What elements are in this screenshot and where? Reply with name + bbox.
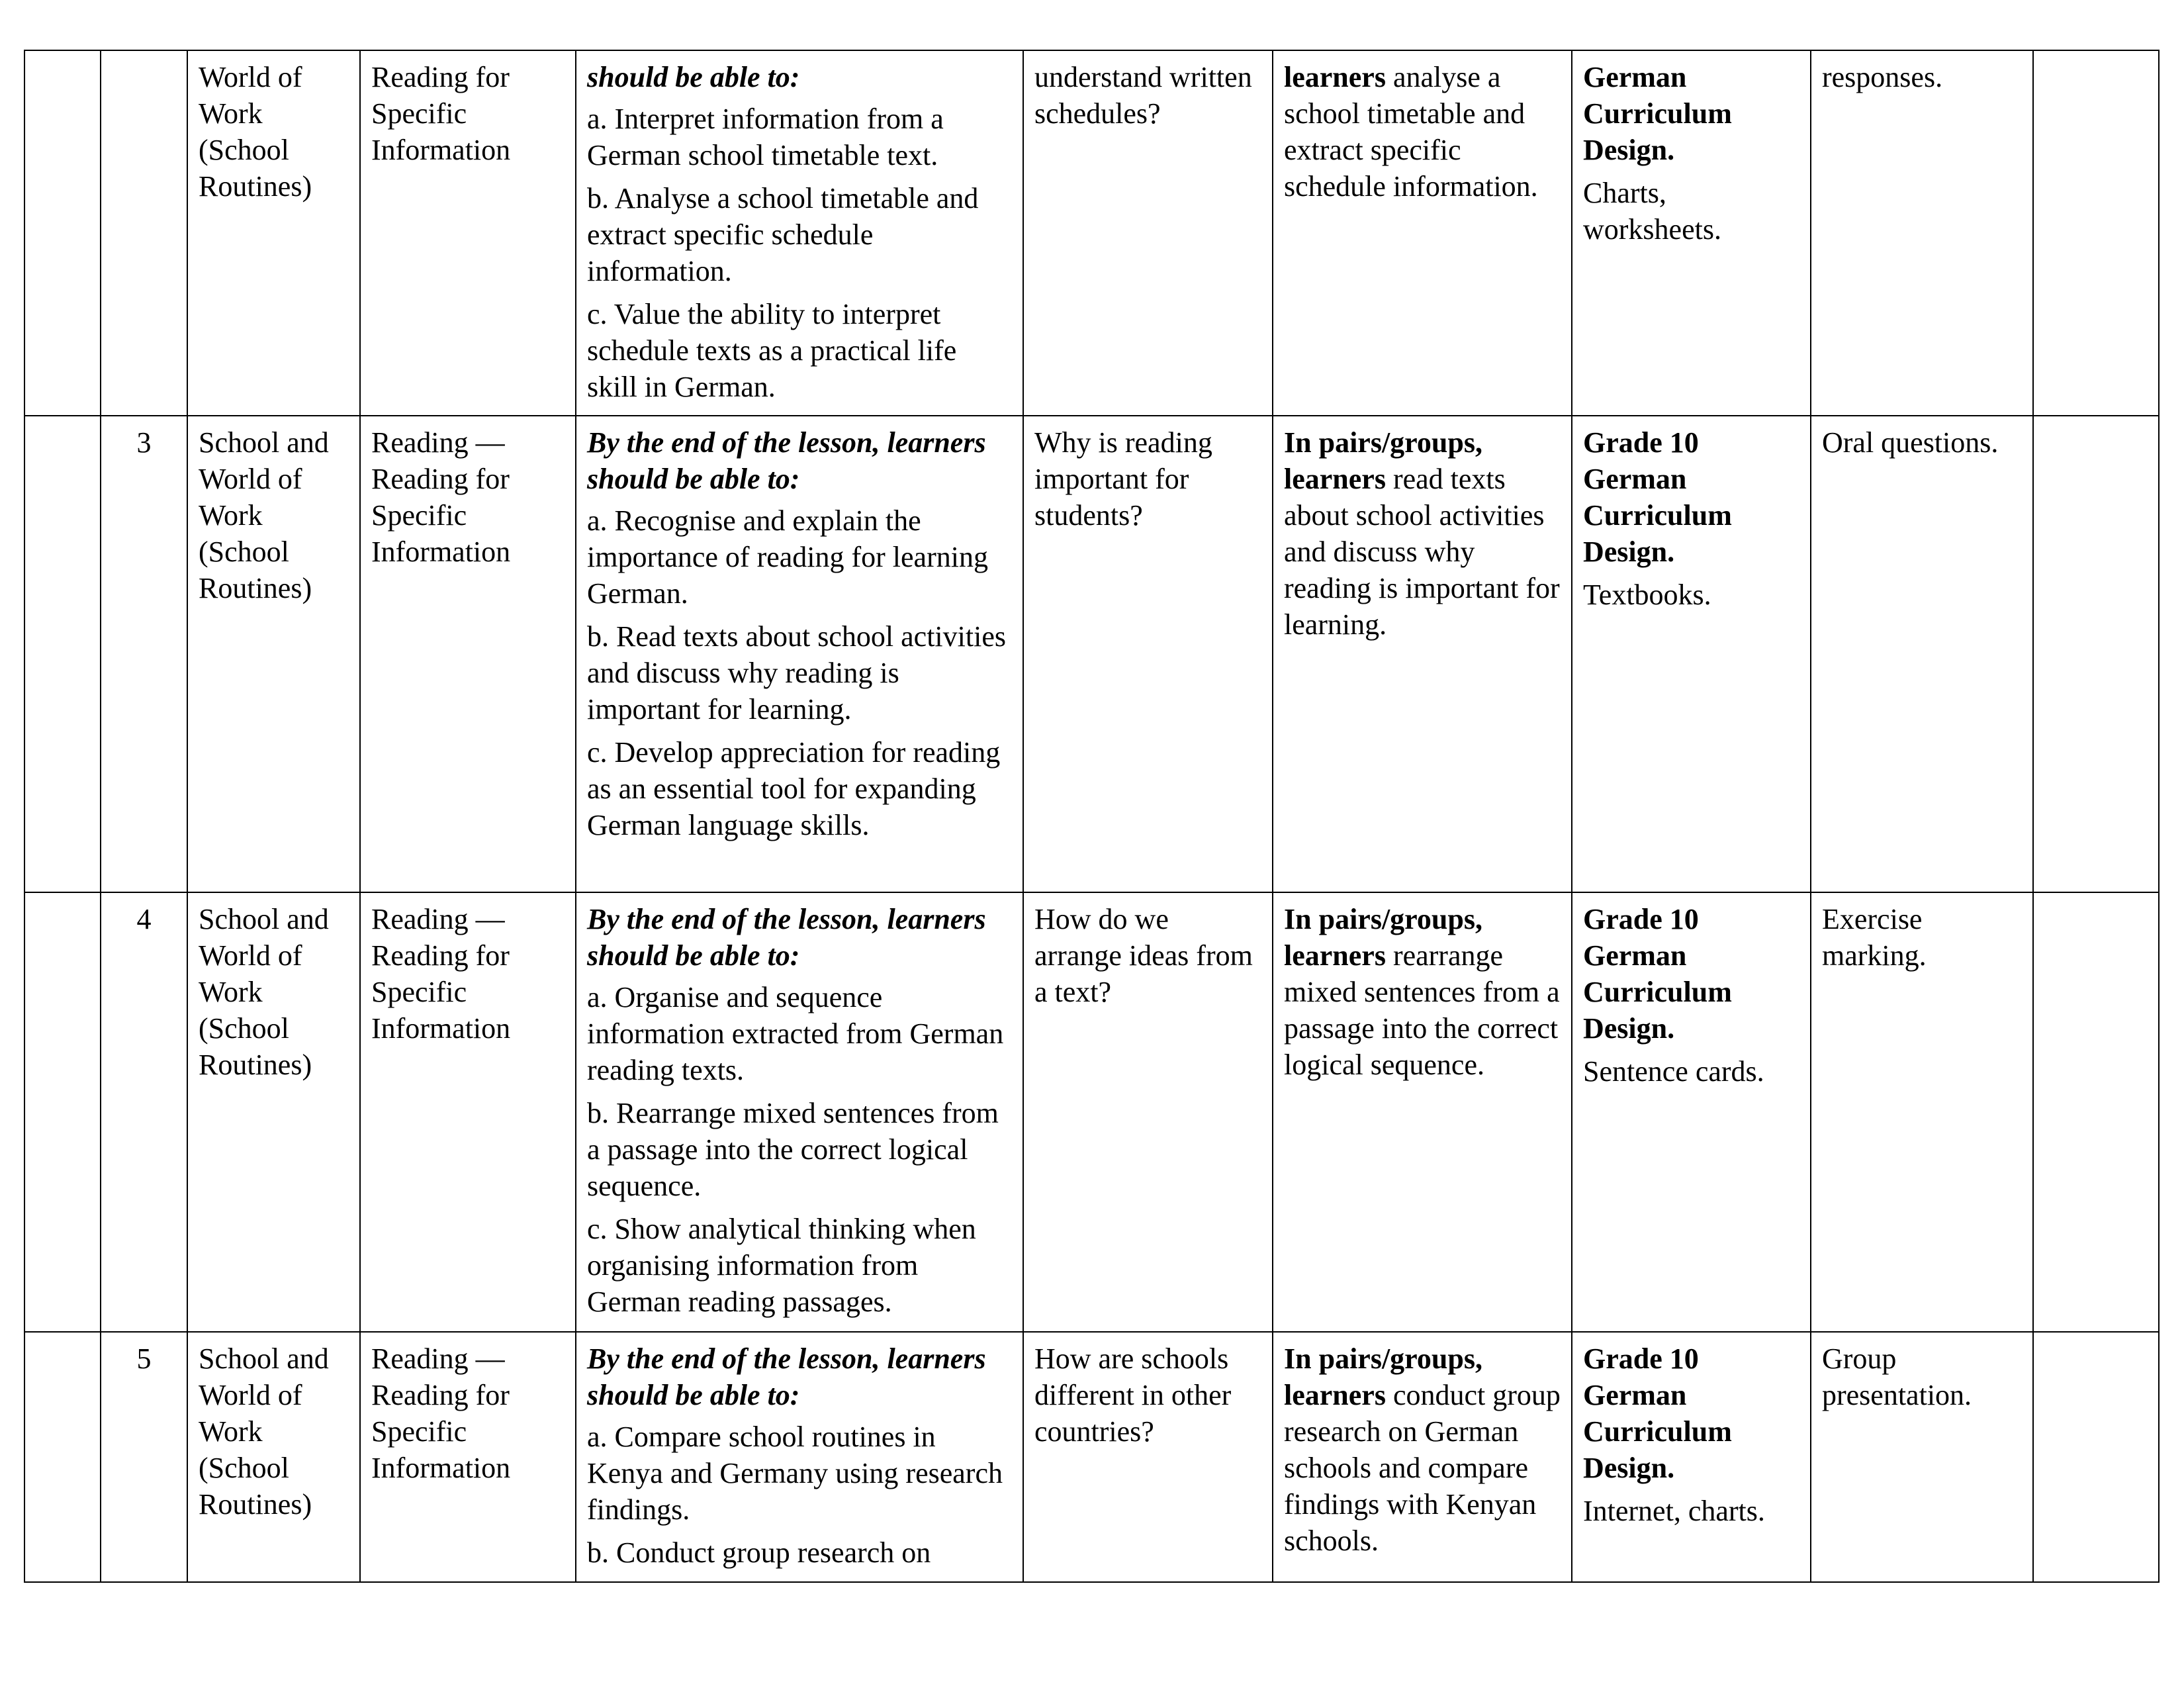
- assessment-cell: Group presentation.: [1811, 1332, 2033, 1582]
- outcome-item: a. Recognise and explain the importance of reading for learning German.: [587, 504, 988, 610]
- strand-cell: School and World of Work (School Routines): [187, 1332, 360, 1582]
- resources-title: Grade 10 German Curriculum Design.: [1583, 903, 1732, 1045]
- remarks-cell: [2033, 892, 2159, 1332]
- outcomes-intro: By the end of the lesson, learners should be able to:: [587, 1342, 986, 1411]
- activity-text: read texts about school activities and discuss why reading is important for learning.: [1284, 463, 1560, 641]
- outcomes-intro: By the end of the lesson, learners should be able to:: [587, 426, 986, 495]
- sub-strand-cell: Reading for Specific Information: [360, 50, 576, 416]
- sub-strand-cell: Reading — Reading for Specific Information: [360, 892, 576, 1332]
- resources-title: Grade 10 German Curriculum Design.: [1583, 426, 1732, 568]
- outcome-item: a. Organise and sequence information extracted from German reading texts.: [587, 981, 1004, 1086]
- learning-experience-cell: [1273, 1332, 1572, 1582]
- outcome-item: c. Value the ability to interpret schedule texts as a practical life skill in German.: [587, 298, 957, 403]
- learning-experience-cell: [1273, 50, 1572, 416]
- table-row: [24, 416, 2159, 892]
- activity-lead: learners: [1284, 61, 1386, 93]
- remarks-cell: [2033, 1332, 2159, 1582]
- remarks-cell: [2033, 416, 2159, 892]
- resources-title: German Curriculum Design.: [1583, 61, 1732, 166]
- outcomes-intro: should be able to:: [587, 61, 800, 93]
- outcome-item: c. Develop appreciation for reading as an essential tool for expanding German language skills.: [587, 736, 1001, 841]
- assessment-cell: Oral questions.: [1811, 416, 2033, 892]
- resources-cell: [1572, 1332, 1811, 1582]
- table-row: [24, 892, 2159, 1332]
- resources-title: Grade 10 German Curriculum Design.: [1583, 1342, 1732, 1484]
- assessment-cell: Exercise marking.: [1811, 892, 2033, 1332]
- outcome-item: b. Conduct group research on: [587, 1536, 931, 1569]
- learning-outcomes-cell: [576, 50, 1023, 416]
- inquiry-question-cell: How do we arrange ideas from a text?: [1023, 892, 1273, 1332]
- learning-experience-cell: [1273, 892, 1572, 1332]
- resources-items: Charts, worksheets.: [1583, 177, 1721, 246]
- activity-text: analyse a school timetable and extract specific schedule information.: [1284, 61, 1538, 203]
- strand-cell: School and World of Work (School Routines): [187, 892, 360, 1332]
- resources-items: Textbooks.: [1583, 579, 1711, 611]
- learning-outcomes-cell: [576, 892, 1023, 1332]
- assessment-cell: responses.: [1811, 50, 2033, 416]
- outcome-item: c. Show analytical thinking when organising information from German reading passages.: [587, 1213, 976, 1318]
- week-cell: [24, 50, 101, 416]
- outcome-item: b. Rearrange mixed sentences from a passage into the correct logical sequence.: [587, 1097, 999, 1202]
- activity-text: conduct group research on German schools and compare findings with Kenyan schools.: [1284, 1379, 1561, 1557]
- strand-cell: World of Work (School Routines): [187, 50, 360, 416]
- resources-items: Internet, charts.: [1583, 1495, 1765, 1527]
- scheme-of-work-table: [24, 50, 2160, 1583]
- activity-lead: In pairs/groups, learners: [1284, 426, 1482, 495]
- activity-text: rearrange mixed sentences from a passage into the correct logical sequence.: [1284, 939, 1560, 1081]
- activity-lead: In pairs/groups, learners: [1284, 903, 1482, 972]
- outcome-item: a. Interpret information from a German school timetable text.: [587, 103, 944, 171]
- table-row: [24, 50, 2159, 416]
- lesson-cell: [101, 50, 187, 416]
- week-cell: [24, 416, 101, 892]
- outcomes-intro: By the end of the lesson, learners should be able to:: [587, 903, 986, 972]
- resources-cell: [1572, 50, 1811, 416]
- learning-outcomes-cell: [576, 416, 1023, 892]
- learning-outcomes-cell: [576, 1332, 1023, 1582]
- outcome-item: b. Analyse a school timetable and extract specific schedule information.: [587, 182, 979, 287]
- remarks-cell: [2033, 50, 2159, 416]
- inquiry-question-cell: How are schools different in other countries?: [1023, 1332, 1273, 1582]
- week-cell: [24, 892, 101, 1332]
- strand-cell: School and World of Work (School Routines): [187, 416, 360, 892]
- lesson-cell: 5: [101, 1332, 187, 1582]
- resources-cell: [1572, 892, 1811, 1332]
- activity-lead: In pairs/groups, learners: [1284, 1342, 1482, 1411]
- resources-items: Sentence cards.: [1583, 1055, 1764, 1088]
- outcome-item: b. Read texts about school activities and discuss why reading is important for learning.: [587, 620, 1006, 726]
- sub-strand-cell: Reading — Reading for Specific Information: [360, 1332, 576, 1582]
- table-row: [24, 1332, 2159, 1582]
- inquiry-question-cell: understand written schedules?: [1023, 50, 1273, 416]
- table-body: [24, 50, 2159, 1582]
- sub-strand-cell: Reading — Reading for Specific Information: [360, 416, 576, 892]
- lesson-cell: 4: [101, 892, 187, 1332]
- outcome-item: a. Compare school routines in Kenya and Germany using research findings.: [587, 1421, 1003, 1526]
- lesson-cell: 3: [101, 416, 187, 892]
- resources-cell: [1572, 416, 1811, 892]
- week-cell: [24, 1332, 101, 1582]
- inquiry-question-cell: Why is reading important for students?: [1023, 416, 1273, 892]
- learning-experience-cell: [1273, 416, 1572, 892]
